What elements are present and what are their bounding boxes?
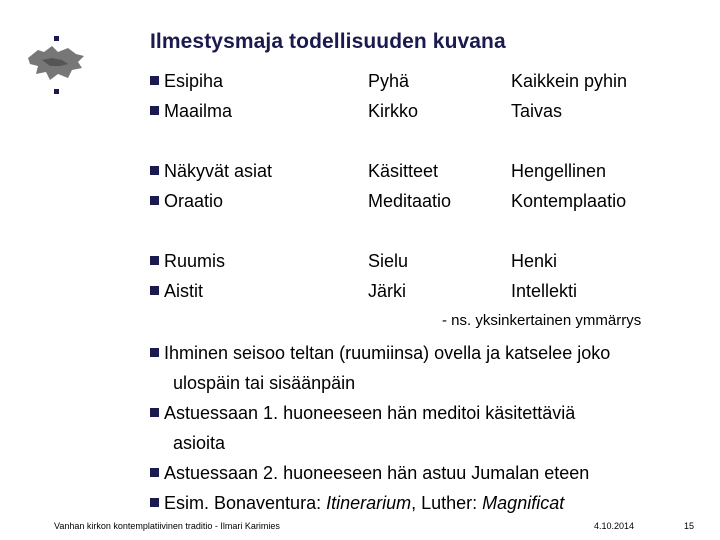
- page-number: 15: [684, 521, 695, 531]
- cell-col1: Ruumis: [164, 251, 226, 271]
- table-row: [150, 96, 710, 126]
- cell-col1: Oraatio: [164, 191, 224, 211]
- bullet-text: Esim. Bonaventura:: [164, 493, 327, 513]
- bullet-square-icon: [150, 166, 159, 175]
- bullet-square-icon: [150, 76, 159, 85]
- cell-col3: Taivas: [511, 101, 563, 121]
- bullet-text: Astuessaan 2. huoneeseen hän astuu Jumalan eteen: [164, 463, 590, 483]
- bullet-square-icon: [150, 348, 159, 357]
- bullet-square-icon: [150, 498, 159, 507]
- note-text: - ns. yksinkertainen ymmärrys: [442, 312, 642, 329]
- cell-col1: Aistit: [164, 281, 204, 301]
- cell-col2: Pyhä: [368, 71, 410, 91]
- bullet-text: Astuessaan 1. huoneeseen hän meditoi käsitettäviä: [164, 403, 576, 423]
- cell-col2: Sielu: [368, 251, 409, 271]
- cell-col3: Hengellinen: [511, 161, 607, 181]
- bullet-text-italic: Magnificat: [482, 493, 565, 513]
- cell-col2: Meditaatio: [368, 191, 452, 211]
- cell-col3: Henki: [511, 251, 558, 271]
- cell-col3: Intellekti: [511, 281, 578, 301]
- bullet-square-icon: [150, 196, 159, 205]
- table-row: [150, 246, 710, 276]
- cell-col3: Kaikkein pyhin: [511, 71, 628, 91]
- bullet-paragraph: [150, 338, 710, 518]
- university-logo-icon: [22, 36, 90, 96]
- footer-date: 4.10.2014: [594, 521, 635, 531]
- cell-col1: Esipiha: [164, 71, 224, 91]
- bullet-text-continued: asioita: [173, 433, 226, 453]
- bullet-text: , Luther:: [411, 493, 483, 513]
- slide-title: Ilmestysmaja todellisuuden kuvana: [150, 30, 506, 53]
- cell-col2: Järki: [368, 281, 407, 301]
- footer-text: Vanhan kirkon kontemplatiivinen traditio - Ilmari Karimies: [54, 521, 280, 531]
- cell-col2: Kirkko: [368, 101, 419, 121]
- bullet-square-icon: [150, 408, 159, 417]
- cell-col1: Näkyvät asiat: [164, 161, 273, 181]
- table-row: [150, 66, 710, 96]
- bullet-text-italic: Itinerarium: [326, 493, 412, 513]
- cell-col3: Kontemplaatio: [511, 191, 627, 211]
- bullet-square-icon: [150, 468, 159, 477]
- cell-col2: Käsitteet: [368, 161, 439, 181]
- table-row: [150, 186, 710, 216]
- table-row: [150, 156, 710, 186]
- bullet-text: Ihminen seisoo teltan (ruumiinsa) ovella ja katselee joko: [164, 343, 611, 363]
- bullet-square-icon: [150, 286, 159, 295]
- cell-col1: Maailma: [164, 101, 233, 121]
- bullet-square-icon: [150, 106, 159, 115]
- table-row: [150, 276, 710, 306]
- bullet-text-continued: ulospäin tai sisäänpäin: [173, 373, 356, 393]
- bullet-square-icon: [150, 256, 159, 265]
